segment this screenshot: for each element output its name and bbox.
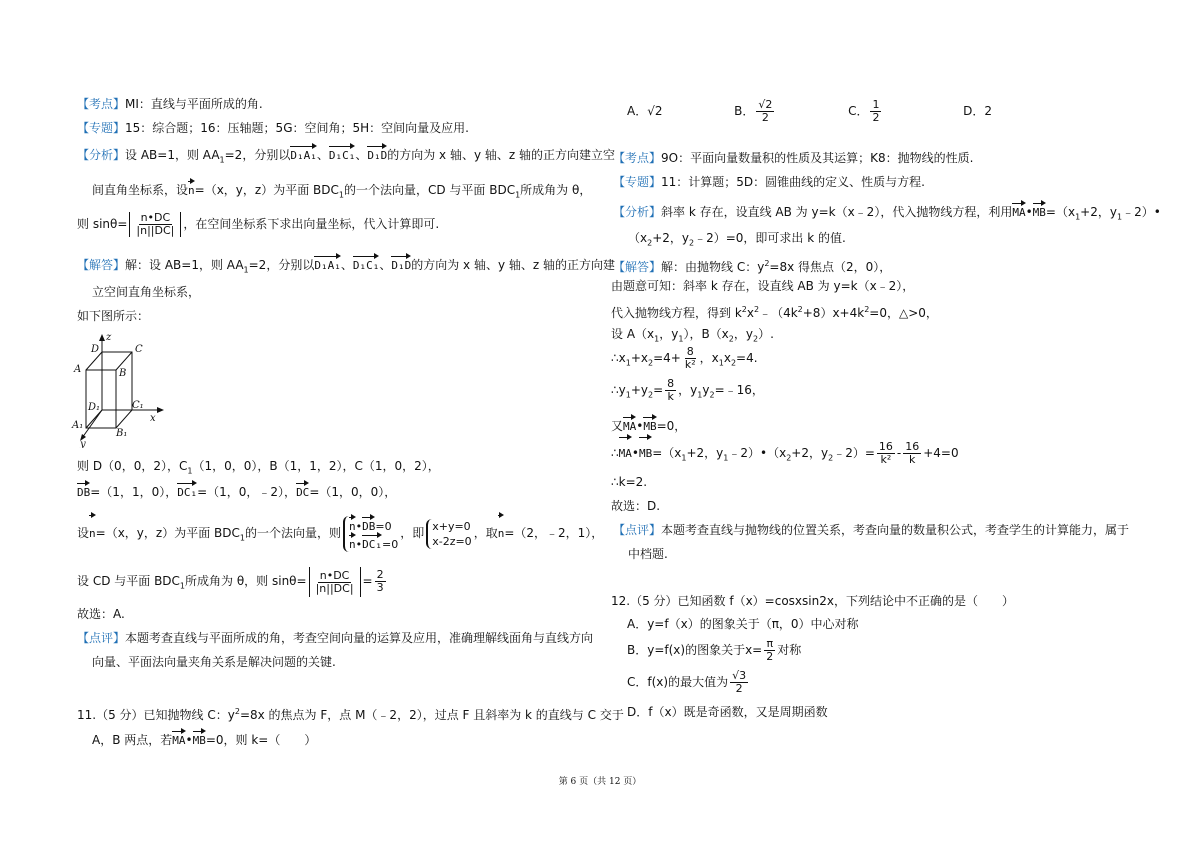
- label-d: D: [91, 344, 100, 355]
- q12-option-c: C．f(x)的最大值为 $\frac{√3}{2}$: [627, 669, 747, 695]
- right-jieda-line3: 代入抛物线方程，得到 $k^2x^2﹣(4k^2+8)x+4k^2=0$，△>0，: [611, 305, 938, 320]
- right-dot-product: $\therefore MA•MB=(x_1+2$，$y_1﹣2)•(x_2+2$，$y_2﹣2)=$ $\frac{16}{\text{k²}}$ - $\frac{16}{k}$ +4=0: [611, 436, 959, 473]
- right-choose: 故选：D.: [611, 499, 661, 513]
- option-a-value: √2: [647, 104, 663, 118]
- equation-system-vectors: n•DB=0 n•DC₁=0: [343, 516, 398, 552]
- left-jieda-line2: 立空间直角坐标系，: [92, 285, 201, 299]
- sin-fraction: $\frac{n•DC}{|n||DC|}$: [129, 212, 181, 237]
- q12-option-b: B．y=f(x)的图象关于x= $\frac{\pi}{2}$ 对称: [627, 637, 802, 663]
- vector-d1c1: D₁C₁: [329, 145, 356, 164]
- tag-kaodian: 【考点】: [77, 97, 126, 111]
- option-d: D．2: [963, 104, 992, 118]
- tag-dianping: 【点评】: [77, 631, 126, 645]
- vector-d1d: D₁D: [367, 145, 387, 164]
- right-jieda-line4: 设 $A(x_1$，$y_1$），$B(x_2$，$y_2$）.: [611, 327, 774, 344]
- y-axis: [82, 410, 102, 438]
- left-vector-line: DB=（1，1，0），DC₁=（1，0，﹣2），DC=（1，0，0），: [77, 482, 396, 501]
- tag-zhuanti: 【专题】: [77, 121, 126, 135]
- question-11-line2: A，B 两点，若MA•MB=0，则 k=（ ）: [92, 730, 316, 749]
- right-k-result: ∴k=2.: [611, 475, 648, 489]
- left-dianping-line2: 向量、平面法向量夹角关系是解决问题的关键.: [92, 655, 336, 669]
- page-footer: 第 6 页（共 12 页）: [558, 777, 642, 787]
- vector-d1d: D₁D: [391, 255, 411, 274]
- vector-n: n: [188, 180, 195, 199]
- question-12: 12.（5 分）已知函数 f（x）=cosxsin2x，下列结论中不正确的是（ ）: [611, 594, 1014, 608]
- left-coord-line: 则 D（0，0，2），$C_1(1$，0，0），B（1，1，2），C（1，0，2），: [77, 459, 440, 476]
- label-c1: C₁: [132, 400, 144, 411]
- tag-jieda: 【解答】: [77, 258, 126, 272]
- left-angle-line: 设 CD 与平面 $BDC_1$所成角为 θ，则 sinθ= $\frac{n•DC}{|n||DC|}$ = $\frac{2}{3}$: [77, 568, 384, 595]
- vector-db: DB: [77, 482, 90, 501]
- vector-dc1: DC₁: [177, 482, 197, 501]
- equation-system-xyz: x+y=0 x-2z=0: [426, 519, 471, 549]
- vector-ma: MA: [172, 730, 185, 749]
- label-a1: A₁: [72, 420, 84, 431]
- right-jieda-line1: 【解答】解：由抛物线 C：$y^2=8x$ 得焦点（2，0），: [613, 259, 892, 274]
- right-sum-x: $\therefore x_1+x_2=4+$ $\frac{8}{\text{k²}}$ ，$x_1x_2=4$.: [611, 345, 758, 371]
- right-fenxi-line2: （$x_2+2$，$y_2﹣2)=0$，即可求出 k 的值.: [628, 231, 846, 248]
- vector-d1a1: D₁A₁: [314, 255, 341, 274]
- label-a: A: [74, 364, 82, 375]
- q11-options: A．√2 B． $\frac{√2}{2}$ C． $\frac{1}{2}$ D．2: [627, 98, 992, 124]
- left-zhuanti: 【专题】15：综合题；16：压轴题；5G：空间角；5H：空间向量及应用.: [77, 121, 469, 135]
- left-fenxi-line1: 【分析】设 AB=1，则 $AA_1=2$，分别以D₁A₁、D₁C₁、D₁D的方向为 x 轴、y 轴、z 轴的正方向建立空: [77, 145, 615, 168]
- vector-dc: DC: [296, 482, 309, 501]
- q12-option-a: A．y=f（x）的图象关于（π，0）中心对称: [627, 617, 859, 631]
- left-jieda-line1: 【解答】解：设 AB=1，则 $AA_1=2$，分别以D₁A₁、D₁C₁、D₁D的方向为 x 轴、y 轴、z 轴的正方向建: [77, 255, 615, 278]
- left-kaodian: 【考点】MI：直线与平面所成的角.: [77, 97, 263, 111]
- right-dianping-line1: 【点评】本题考查直线与抛物线的位置关系，考查向量的数量积公式，考查学生的计算能力，属于: [613, 523, 1130, 537]
- label-b: B: [119, 368, 127, 379]
- left-dianping-line1: 【点评】本题考查直线与平面所成的角，考查空间向量的运算及应用，准确理解线面角与直线方向: [77, 631, 594, 645]
- left-choose: 故选：A.: [77, 607, 125, 621]
- result-fraction: $\frac{2}{3}$: [376, 568, 384, 594]
- label-c: C: [135, 344, 143, 355]
- cube-figure: [70, 330, 180, 448]
- left-fenxi-line3: 则 sinθ= $\frac{n•DC}{|n||DC|}$ ，在空间坐标系下求出向量坐标，代入计算即可.: [77, 211, 440, 237]
- right-sum-y: $\therefore y_1+y_2=$ $\frac{8}{k}$ ，$y_1y_2=﹣16$，: [611, 377, 764, 403]
- left-normal-line: 设n=（x，y，z）为平面 $BDC_1$的一个法向量，则 n•DB=0 n•DC₁=0 ，即 x+y=0 x-2z=0 ，取n=（2，﹣2，1），: [77, 514, 603, 555]
- vector-n: n: [89, 514, 96, 551]
- vector-mb: MB: [193, 730, 206, 749]
- vector-n: n: [498, 514, 505, 551]
- right-dianping-line2: 中档题.: [628, 547, 668, 561]
- left-fenxi-line2: 间直角坐标系，设n=（x，y，z）为平面 $BDC_1$的一个法向量，CD 与平面 $BDC_1$所成角为 θ，: [92, 180, 591, 203]
- left-jieda-line3: 如下图所示：: [77, 309, 150, 323]
- tag-fenxi: 【分析】: [77, 148, 126, 162]
- label-z: z: [106, 332, 112, 343]
- right-jieda-line2: 由题意可知：斜率 k 存在，设直线 AB 为 y=k（x﹣2），: [611, 279, 915, 293]
- label-d1: D₁: [88, 402, 101, 413]
- option-b-fraction: $\frac{√2}{2}$: [758, 98, 773, 124]
- vector-d1c1: D₁C₁: [353, 255, 380, 274]
- label-y: y: [80, 439, 86, 448]
- right-also: 又MA•MB=0，: [611, 416, 686, 435]
- vector-d1a1: D₁A₁: [290, 145, 317, 164]
- question-11-line1: 11.（5 分）已知抛物线 C：$y^2=8x$ 的焦点为 F，点 M（﹣2，2），过点 F 且斜率为 k 的直线与 C 交于: [77, 707, 624, 722]
- right-kaodian: 【考点】9O：平面向量数量积的性质及其运算；K8：抛物线的性质.: [613, 151, 974, 165]
- option-c-fraction: $\frac{1}{2}$: [872, 98, 880, 124]
- right-zhuanti: 【专题】11：计算题；5D：圆锥曲线的定义、性质与方程.: [613, 175, 925, 189]
- label-b1: B₁: [116, 428, 128, 439]
- q12-option-d: D．f（x）既是奇函数，又是周期函数: [627, 705, 828, 719]
- right-fenxi-line1: 【分析】斜率 k 存在，设直线 AB 为 y=k（x﹣2），代入抛物线方程，利用$MA•MB=(x_1+2$，$y_1﹣2)•$: [613, 202, 1161, 225]
- label-x: x: [150, 413, 156, 424]
